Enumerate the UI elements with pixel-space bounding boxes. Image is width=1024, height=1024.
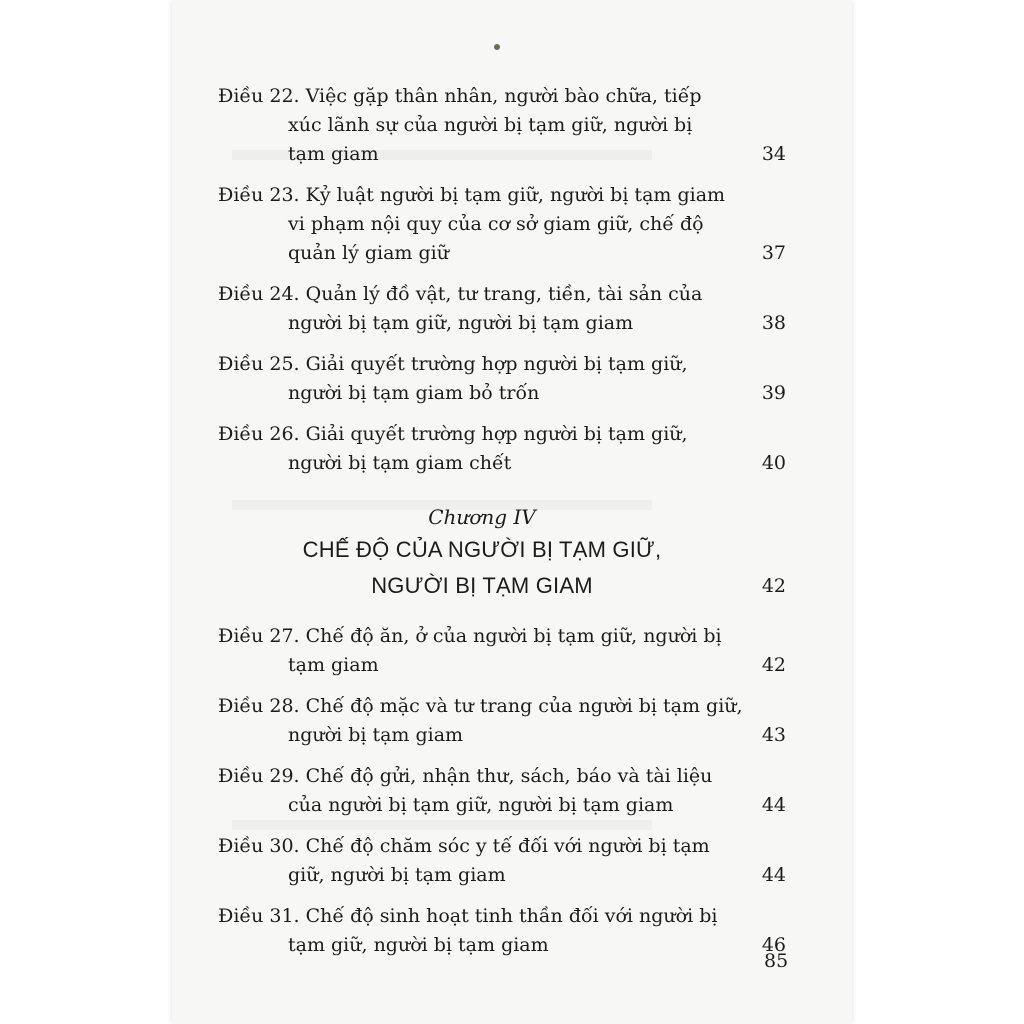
toc-entry-line: Điều 30. Chế độ chăm sóc y tế đối với người bị tạm	[218, 835, 710, 857]
toc-entry-line: người bị tạm giam chết	[288, 452, 512, 474]
toc-entry-line: người bị tạm giữ, người bị tạm giam	[288, 312, 634, 334]
toc-entry-line: Điều 22. Việc gặp thân nhân, người bào chữa, tiếp	[218, 85, 702, 107]
toc-entry-line: tạm giữ, người bị tạm giam	[288, 934, 549, 956]
toc-entry	[218, 350, 786, 408]
toc-entry-page-number: 40	[761, 452, 786, 474]
toc-entry-line: Điều 26. Giải quyết trường hợp người bị tạm giữ,	[218, 423, 688, 445]
book-page	[172, 0, 852, 1024]
toc-entry-page-number: 44	[761, 864, 786, 886]
toc-entry-line: giữ, người bị tạm giam	[288, 864, 506, 886]
toc-entry-page-number: 44	[761, 794, 786, 816]
toc-entry-line: người bị tạm giam	[288, 724, 464, 746]
toc-entry-line: Điều 27. Chế độ ăn, ở của người bị tạm giữ, người bị	[218, 625, 722, 647]
chapter-label: Chương IV	[428, 505, 536, 529]
toc-entry-line: vi phạm nội quy của cơ sở giam giữ, chế độ	[288, 213, 704, 235]
chapter-title-line-1: CHẾ ĐỘ CỦA NGƯỜI BỊ TẠM GIỮ,	[302, 537, 662, 562]
page-number: 85	[764, 950, 789, 972]
toc-entry	[218, 692, 786, 750]
toc-entry-page-number: 38	[761, 312, 786, 334]
toc-entry-page-number: 42	[761, 654, 786, 676]
toc-entry-page-number: 34	[761, 143, 786, 165]
toc-entry	[218, 420, 786, 478]
toc-entry	[218, 902, 786, 960]
toc-entry-line: quản lý giam giữ	[288, 242, 449, 264]
toc-entries-section-a	[218, 82, 786, 478]
toc-entry	[218, 762, 786, 820]
toc-entry	[218, 181, 786, 268]
toc-entry-line: của người bị tạm giữ, người bị tạm giam	[288, 794, 674, 816]
chapter-title-line-2: NGƯỜI BỊ TẠM GIAM	[371, 573, 593, 598]
toc-entry-line: tạm giam	[288, 143, 379, 165]
table-of-contents	[218, 82, 789, 972]
toc-entry-page-number: 37	[761, 242, 786, 264]
toc-entry	[218, 622, 786, 680]
toc-entry-page-number: 43	[761, 724, 786, 746]
toc-entries-section-b	[218, 622, 786, 960]
toc-entry-line: Điều 23. Kỷ luật người bị tạm giữ, người bị tạm giam	[218, 184, 726, 206]
chapter-heading	[218, 502, 786, 604]
toc-entry-line: xúc lãnh sự của người bị tạm giữ, người bị	[288, 114, 693, 136]
toc-entry-line: Điều 31. Chế độ sinh hoạt tinh thần đối với người bị	[218, 905, 718, 927]
toc-entry	[218, 82, 786, 169]
toc-entry-line: Điều 24. Quản lý đồ vật, tư trang, tiền, tài sản của	[218, 283, 703, 305]
toc-entry-page-number: 39	[761, 382, 786, 404]
toc-entry-line: Điều 25. Giải quyết trường hợp người bị tạm giữ,	[218, 353, 688, 375]
toc-entry-line: Điều 29. Chế độ gửi, nhận thư, sách, báo và tài liệu	[218, 765, 713, 787]
chapter-page-number: 42	[761, 575, 786, 597]
toc-entry-line: tạm giam	[288, 654, 379, 676]
toc-entry-page-number: 46	[761, 934, 786, 956]
toc-entry-line: Điều 28. Chế độ mặc và tư trang của người bị tạm giữ,	[218, 695, 743, 717]
ink-speck	[494, 44, 500, 50]
toc-entry	[218, 280, 786, 338]
toc-entry	[218, 832, 786, 890]
toc-entry-line: người bị tạm giam bỏ trốn	[288, 382, 540, 404]
